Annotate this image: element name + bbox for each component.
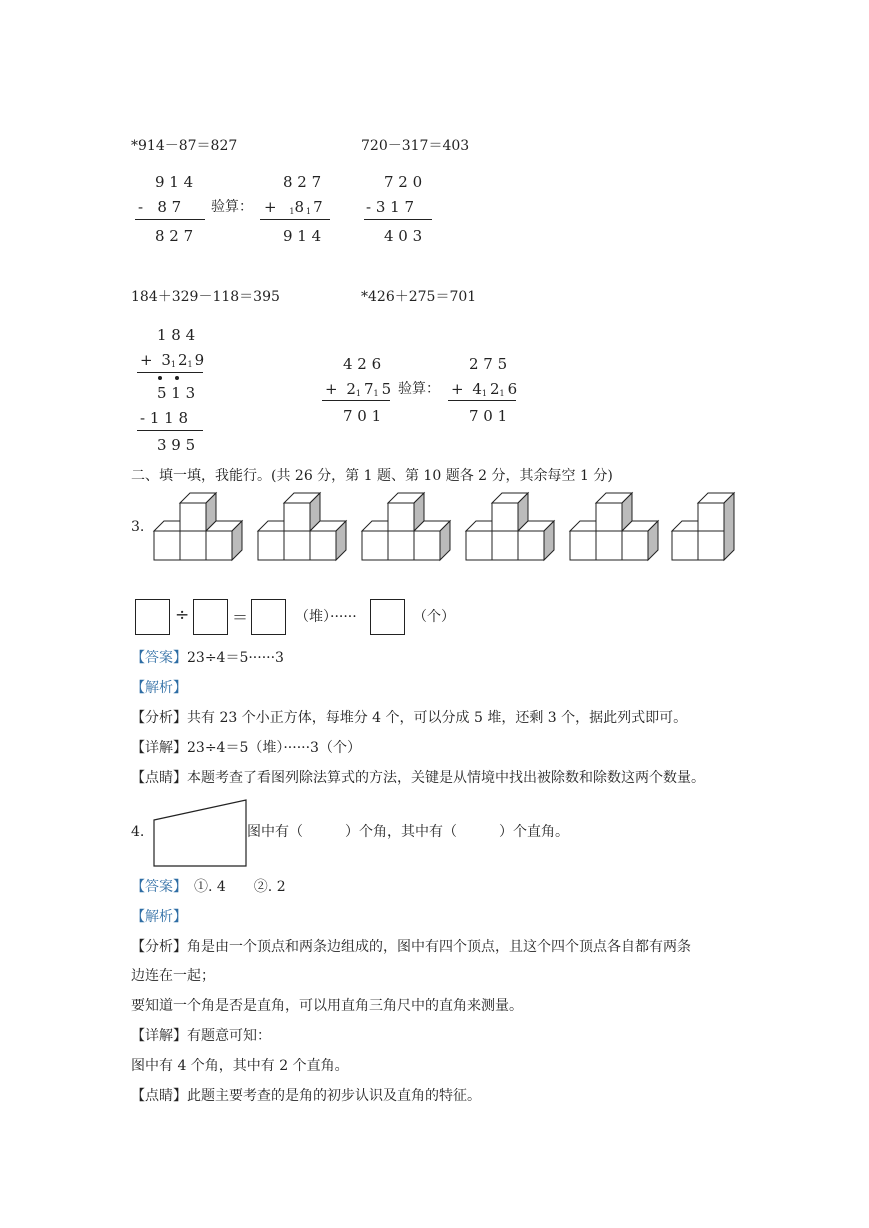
fenxi-line <box>131 708 687 728</box>
vertical-sub-result: 8 2 7 <box>155 227 194 245</box>
answer-line <box>131 648 284 668</box>
xiangjie-tag: 【详解】 <box>131 1028 187 1044</box>
remainder-answer-box[interactable] <box>370 599 405 635</box>
question-text: 图中有（ ）个角，其中有（ ）个直角。 <box>247 824 569 840</box>
dividend-answer-box[interactable] <box>135 599 170 635</box>
dianjing-text: 本题考查了看图列除法算式的方法，关键是从情境中找出被除数和除数这两个数量。 <box>187 770 705 786</box>
borrow-dot <box>175 376 179 380</box>
question-number: 3. <box>131 519 145 535</box>
plus-sign: + <box>451 380 464 398</box>
digit: 7 <box>364 380 374 398</box>
dianjing-line <box>131 768 705 788</box>
answer-line <box>131 877 286 897</box>
cube-pile <box>154 493 242 560</box>
divider-line <box>322 400 390 401</box>
check-result: 9 1 4 <box>283 227 322 245</box>
digit: 3 <box>161 351 171 369</box>
equation-2: 720－317＝403 <box>361 138 470 154</box>
divide-sign: ÷ <box>175 605 190 625</box>
equation-3: 184＋329－118＝395 <box>131 289 280 305</box>
dianjing-text: 此题主要考查的是角的初步认识及直角的特征。 <box>187 1088 481 1104</box>
answer-text: 23÷4＝5······3 <box>187 650 284 666</box>
xiangjie-text: 有题意可知： <box>187 1028 271 1044</box>
xiangjie-line <box>131 1026 271 1046</box>
check-result: 7 0 1 <box>469 407 508 425</box>
cube-pile <box>258 493 346 560</box>
carry-mark: 1 <box>373 389 379 398</box>
digit: 6 <box>507 380 518 398</box>
vertical-sub-top: 9 1 4 <box>155 173 194 191</box>
divider-line <box>260 219 330 220</box>
borrow-dot <box>158 376 162 380</box>
answer-tag: 【答案】 <box>131 650 187 666</box>
vertical-top: 4 2 6 <box>343 355 382 373</box>
fenxi-text: 共有 23 个小正方体，每堆分 4 个，可以分成 5 堆，还剩 3 个，据此列式即可。 <box>187 710 688 726</box>
divider-line <box>364 219 432 220</box>
digit: 5 <box>381 380 392 398</box>
check-top: 8 2 7 <box>283 173 322 191</box>
check-top: 2 7 5 <box>469 355 508 373</box>
plus-sign: + <box>264 198 277 216</box>
question-number: 4. <box>131 824 145 840</box>
dianjing-line <box>131 1086 481 1106</box>
divisor-answer-box[interactable] <box>193 599 228 635</box>
carry-mark: 1 <box>499 389 505 398</box>
carry-mark: 1 <box>355 389 361 398</box>
xiangjie-tag: 【详解】 <box>131 740 187 756</box>
divider-line <box>137 430 203 431</box>
cube-piles-figure <box>150 490 750 570</box>
divider-line <box>448 400 516 401</box>
vertical-intermediate: 5 1 3 <box>157 384 196 402</box>
vertical-result: 7 0 1 <box>343 407 382 425</box>
dianjing-tag: 【点睛】 <box>131 770 187 786</box>
vertical-mid: - 3 1 7 <box>366 198 415 216</box>
vertical-mid-2: - 1 1 8 <box>140 409 189 427</box>
vertical-result: 3 9 5 <box>157 436 196 454</box>
equation-4: *426＋275＝701 <box>361 289 477 305</box>
check-label: 验算： <box>398 381 440 397</box>
quadrilateral-figure <box>152 798 252 870</box>
cube-pile <box>570 493 658 560</box>
check-label: 验算： <box>211 199 253 215</box>
digit: 8 <box>294 198 304 216</box>
carry-mark: 1 <box>170 360 176 369</box>
divider-line <box>135 219 205 220</box>
dianjing-tag: 【点睛】 <box>131 1088 187 1104</box>
carry-mark: 1 <box>187 360 193 369</box>
carry-mark: 1 <box>481 389 487 398</box>
digit: 4 <box>472 380 482 398</box>
equals-sign: ＝ <box>232 608 249 627</box>
cube-pile <box>362 493 450 560</box>
fenxi-tag: 【分析】 <box>131 710 187 726</box>
analysis-tag: 【解析】 <box>131 680 187 696</box>
digit: 2 <box>346 380 356 398</box>
vertical-sub-mid: - 8 7 <box>138 198 182 216</box>
section-heading: 二、填一填，我能行。(共 26 分，第 1 题、第 10 题各 2 分，其余每空 1 分) <box>131 468 613 484</box>
cube-pile <box>466 493 554 560</box>
xiangjie-line <box>131 738 361 758</box>
divider-line <box>137 372 203 373</box>
fenxi-line-3: 要知道一个角是否是直角，可以用直角三角尺中的直角来测量。 <box>131 998 523 1014</box>
vertical-result: 4 0 3 <box>384 227 423 245</box>
fenxi-line-2: 边连在一起； <box>131 968 215 984</box>
xiangjie-text: 23÷4＝5（堆）······3（个） <box>187 740 361 756</box>
fenxi-line <box>131 937 691 957</box>
digit: 7 <box>313 198 323 216</box>
fenxi-tag: 【分析】 <box>131 939 187 955</box>
pile-unit-label: （堆）······ <box>295 609 357 625</box>
plus-sign: + <box>140 351 153 369</box>
item-unit-label: （个） <box>413 609 455 625</box>
carry-mark: 1 <box>306 207 312 216</box>
answer-text: ①. 4 ②. 2 <box>180 879 286 895</box>
vertical-top: 1 8 4 <box>157 326 196 344</box>
quotient-answer-box[interactable] <box>251 599 286 635</box>
plus-sign: + <box>325 380 338 398</box>
digit: 2 <box>490 380 500 398</box>
vertical-top: 7 2 0 <box>384 173 423 191</box>
analysis-tag: 【解析】 <box>131 909 187 925</box>
carry-mark: 1 <box>289 207 295 216</box>
answer-tag: 【答案】 <box>131 879 180 895</box>
digit: 2 <box>178 351 188 369</box>
fenxi-text: 角是由一个顶点和两条边组成的，图中有四个顶点，且这个四个顶点各自都有两条 <box>187 939 691 955</box>
digit: 9 <box>194 351 205 369</box>
cube-pile <box>672 493 734 560</box>
xiangjie-line-2: 图中有 4 个角，其中有 2 个直角。 <box>131 1058 349 1074</box>
equation-1: *914－87＝827 <box>131 138 238 154</box>
